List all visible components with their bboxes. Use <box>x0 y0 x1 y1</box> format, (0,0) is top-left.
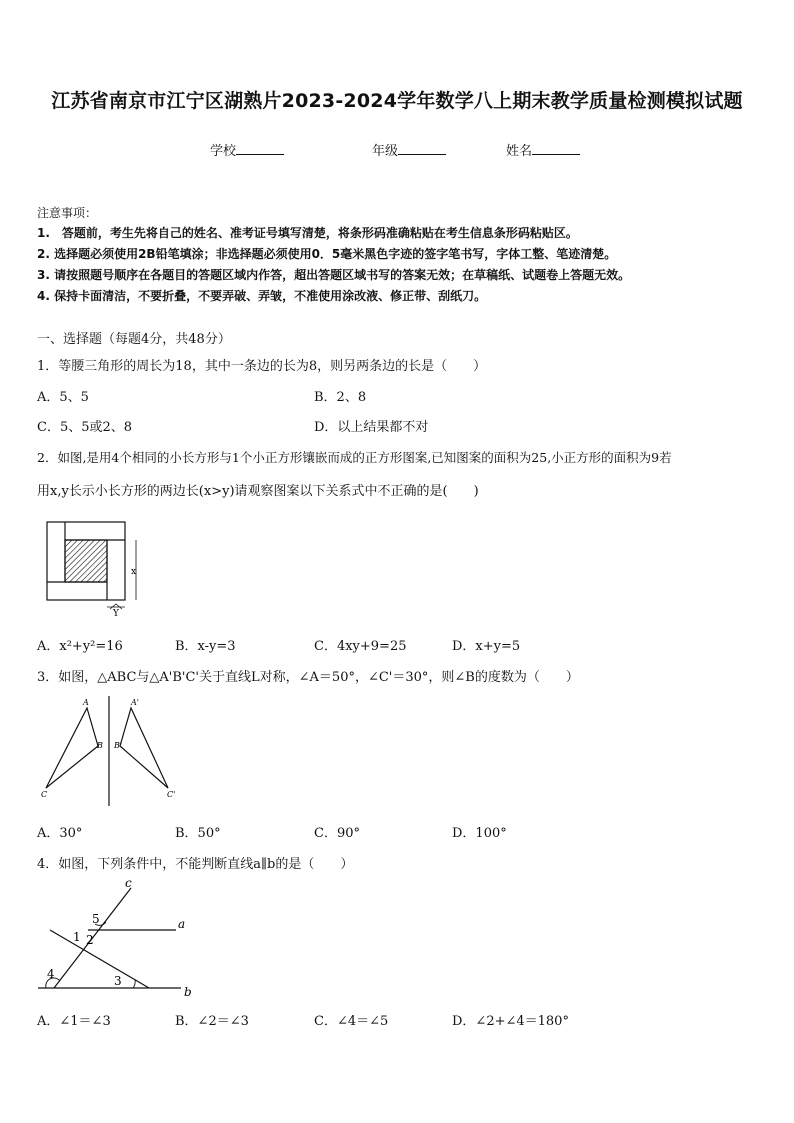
fig4-label-b: b <box>184 985 192 998</box>
q1-option-d: D．以上结果都不对 <box>314 420 429 435</box>
q1-option-a: A．5、5 <box>37 390 89 405</box>
question-2-stem-line1: 2．如图,是用4个相同的小长方形与1个小正方形镶嵌而成的正方形图案,已知图案的面积为25,小正方形的面积为9若 <box>37 450 672 465</box>
q4-option-c: C．∠4＝∠5 <box>314 1014 389 1029</box>
fig4-label-3: 3 <box>114 974 122 988</box>
school-blank <box>236 142 284 155</box>
question-2-figure <box>40 515 150 620</box>
q2-option-c: C．4xy+9=25 <box>314 639 407 654</box>
grade-label: 年级 <box>372 144 399 159</box>
section-heading: 一、选择题（每题4分，共48分） <box>37 332 231 347</box>
page-title: 江苏省南京市江宁区湖熟片2023-2024学年数学八上期末教学质量检测模拟试题 <box>51 90 743 112</box>
fig2-label-y: Y <box>113 609 119 619</box>
q2-option-a: A．x²+y²=16 <box>37 639 123 654</box>
fig4-label-c: c <box>125 878 132 890</box>
fig4-label-a: a <box>178 917 186 931</box>
q3-option-b: B．50° <box>175 826 221 841</box>
name-blank <box>532 142 580 155</box>
question-3-figure <box>38 696 188 808</box>
q4-option-d: D．∠2+∠4＝180° <box>452 1014 569 1029</box>
notice-heading: 注意事项： <box>37 206 98 220</box>
notice-item: 2. 选择题必须使用2B铅笔填涂；非选择题必须使用0．5毫米黑色字迹的签字笔书写，字体工整、笔迹清楚。 <box>37 247 617 261</box>
question-1-stem: 1．等腰三角形的周长为18，其中一条边的长为8，则另两条边的长是（ ） <box>37 359 487 374</box>
question-4-figure <box>36 878 206 998</box>
fig3-label-a-prime: A' <box>131 698 139 707</box>
question-3-stem: 3．如图，△ABC与△A'B'C'关于直线L对称，∠A＝50°，∠C'＝30°，则∠B的度数为（ ） <box>37 670 579 685</box>
grade-blank <box>398 142 446 155</box>
q1-option-c: C．5、5或2、8 <box>37 420 133 435</box>
notice-item: 1. 答题前，考生先将自己的姓名、准考证号填写清楚，将条形码准确粘贴在考生信息条形码粘贴区。 <box>37 226 578 240</box>
fig4-label-5: 5 <box>92 912 100 926</box>
school-label: 学校 <box>210 144 237 159</box>
question-4-stem: 4．如图，下列条件中，不能判断直线a∥b的是（ ） <box>37 857 354 872</box>
q1-option-b: B．2、8 <box>314 390 367 405</box>
fig4-label-2: 2 <box>86 933 94 947</box>
q4-option-a: A．∠1＝∠3 <box>37 1014 111 1029</box>
q3-option-c: C．90° <box>314 826 360 841</box>
school-field <box>210 140 284 159</box>
fig3-label-b: B <box>97 741 103 750</box>
q3-option-d: D．100° <box>452 826 507 841</box>
fig2-label-x: x <box>131 567 137 577</box>
grade-field <box>372 140 446 159</box>
q2-option-b: B．x-y=3 <box>175 639 236 654</box>
fig3-label-a: A <box>83 698 89 707</box>
fig4-label-4: 4 <box>47 967 55 981</box>
question-2-stem-line2: 用x,y长示小长方形的两边长(x>y)请观察图案以下关系式中不正确的是( ) <box>37 484 479 499</box>
name-field <box>506 140 580 159</box>
notice-item: 3. 请按照题号顺序在各题目的答题区域内作答，超出答题区域书写的答案无效；在草稿纸、试题卷上答题无效。 <box>37 268 631 282</box>
fig3-label-c: C <box>41 790 48 799</box>
fig4-label-1: 1 <box>73 930 81 944</box>
name-label: 姓名 <box>506 144 533 159</box>
q2-option-d: D．x+y=5 <box>452 639 521 654</box>
fig3-label-b-prime: B' <box>114 741 123 750</box>
fig3-label-c-prime: C' <box>167 790 176 799</box>
notice-item: 4. 保持卡面清洁，不要折叠，不要弄破、弄皱，不准使用涂改液、修正带、刮纸刀。 <box>37 289 487 303</box>
q3-option-a: A．30° <box>37 826 83 841</box>
q4-option-b: B．∠2＝∠3 <box>175 1014 249 1029</box>
